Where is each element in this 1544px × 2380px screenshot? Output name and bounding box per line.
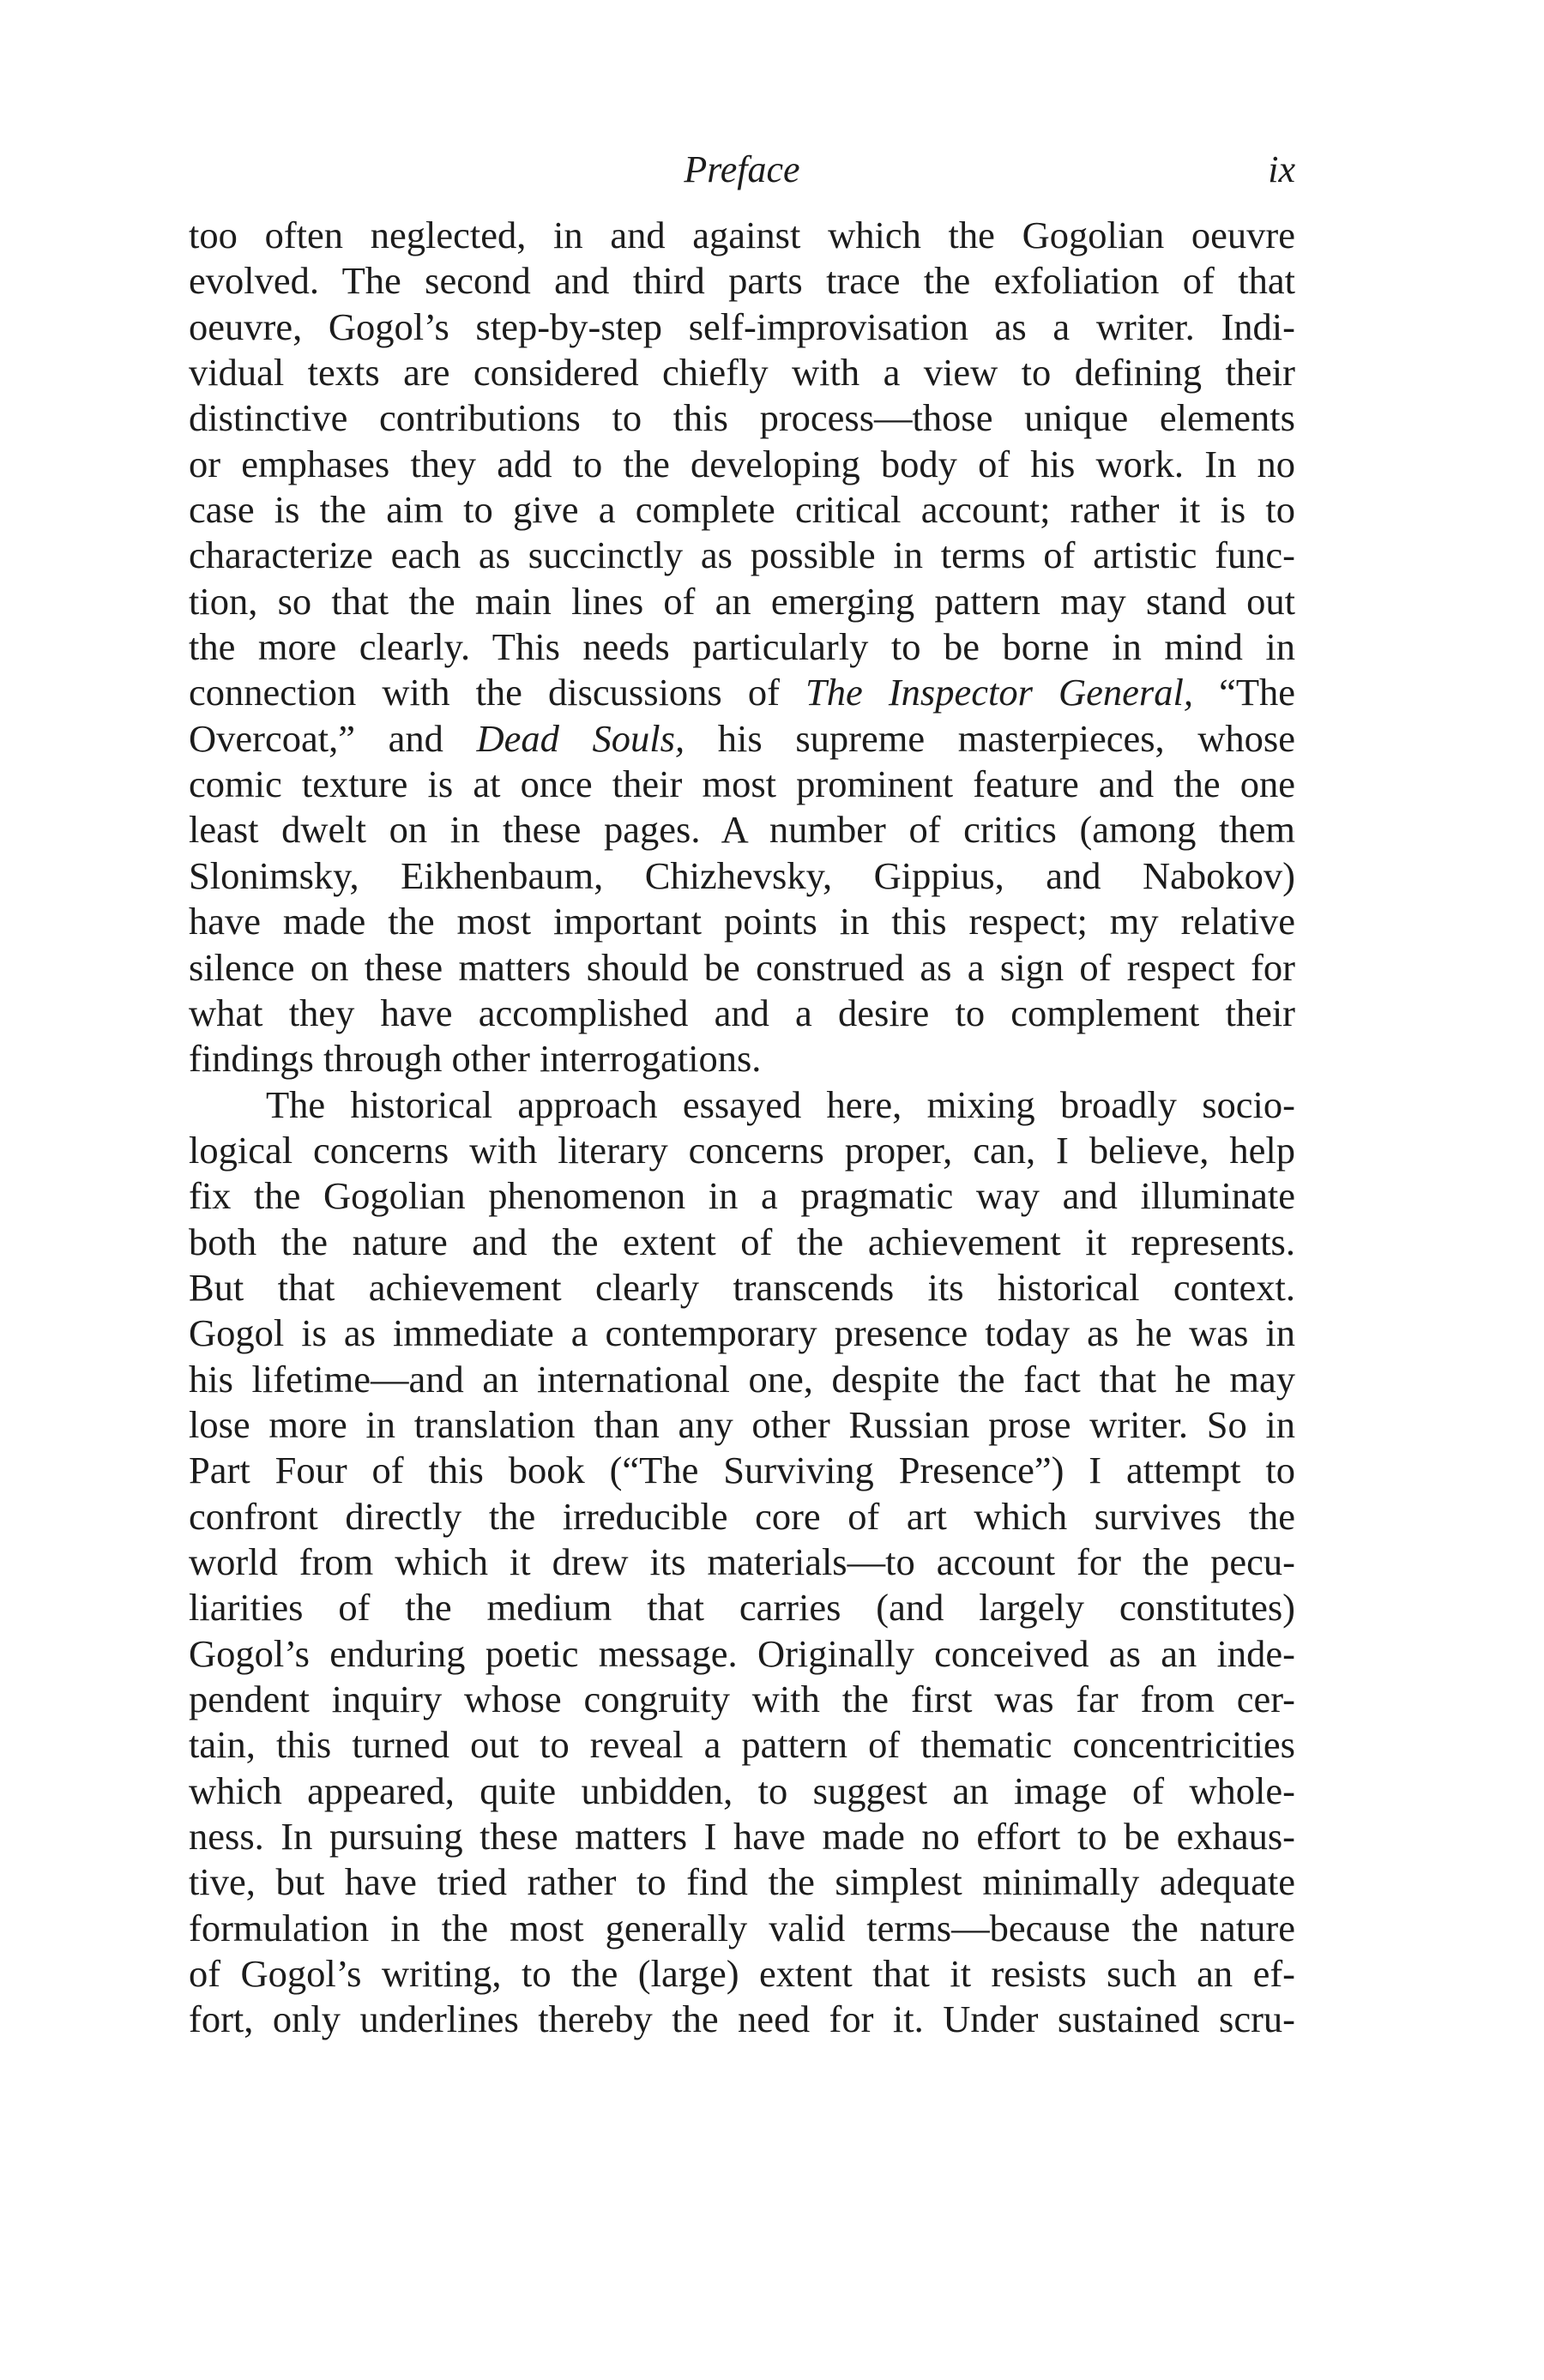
text-line: of Gogol’s writing, to the (large) extent that it resists such an ef- [189,1952,1295,1996]
body-text [189,213,1295,2043]
text-line: comic texture is at once their most prominent feature and the one [189,762,1295,806]
text-line: vidual texts are considered chiefly with a view to defining their [189,351,1295,395]
text-line: or emphases they add to the developing body of his work. In no [189,442,1295,485]
text-line: the more clearly. This needs particularly to be borne in mind in [189,625,1295,669]
italic-title: The Inspector General, [805,671,1193,714]
text-line: distinctive contributions to this process—those unique elements [189,396,1295,440]
text-line: But that achievement clearly transcends its historical context. [189,1265,1295,1309]
text-line: formulation in the most generally valid terms—because the nature [189,1906,1295,1949]
text-line: his lifetime—and an international one, despite the fact that he may [189,1357,1295,1401]
text-line: confront directly the irreducible core of art which survives the [189,1494,1295,1538]
text-line: tain, this turned out to reveal a pattern of thematic concentricities [189,1723,1295,1767]
text-line: Gogol’s enduring poetic message. Originally conceived as an inde- [189,1631,1295,1675]
text-line: tive, but have tried rather to find the simplest minimally adequate [189,1860,1295,1904]
text-line: tion, so that the main lines of an emerging pattern may stand out [189,579,1295,623]
text-line: fix the Gogolian phenomenon in a pragmatic way and illuminate [189,1174,1295,1218]
text-line: Gogol is as immediate a contemporary presence today as he was in [189,1311,1295,1355]
text-line: have made the most important points in this respect; my relative [189,900,1295,943]
text-line: lose more in translation than any other Russian prose writer. So in [189,1402,1295,1446]
text-line: world from which it drew its materials—to account for the pecu- [189,1539,1295,1583]
running-title: Preface [684,148,800,190]
text-run: connection with the discussions of [189,671,806,714]
text-line: Part Four of this book (“The Surviving Presence”) I attempt to [189,1449,1295,1492]
italic-title: Dead Souls, [476,716,685,760]
text-line: both the nature and the extent of the achievement it represents. [189,1220,1295,1263]
text-run: “The [1192,671,1295,714]
text-line [189,716,1295,762]
running-head [189,144,1295,196]
text-run: his supreme masterpieces, whose [685,716,1295,760]
text-line: ness. In pursuing these matters I have made no effort to be exhaus- [189,1815,1295,1859]
text-line: fort, only underlines thereby the need for it. Under sustained scru- [189,1997,1295,2041]
text-line: pendent inquiry whose congruity with the first was far from cer- [189,1678,1295,1720]
page-number: ix [1268,148,1295,190]
text-line: characterize each as succinctly as possible in terms of artistic func- [189,533,1295,577]
text-line: what they have accomplished and a desire to complement their [189,991,1295,1034]
text-line [189,670,1295,715]
text-line: case is the aim to give a complete critical account; rather it is to [189,488,1295,532]
text-line: least dwelt on in these pages. A number of critics (among them [189,808,1295,852]
text-line: which appeared, quite unbidden, to suggest an image of whole- [189,1768,1295,1812]
text-line: liarities of the medium that carries (and largely constitutes) [189,1586,1295,1630]
text-line: silence on these matters should be construed as a sign of respect for [189,945,1295,989]
text-line: findings through other interrogations. [189,1037,762,1081]
text-line: Slonimsky, Eikhenbaum, Chizhevsky, Gippius, and Nabokov) [189,853,1295,897]
text-run: Overcoat,” and [189,716,477,760]
text-line: logical concerns with literary concerns proper, can, I believe, help [189,1128,1295,1172]
text-line: oeuvre, Gogol’s step-by-step self-improvisation as a writer. Indi- [189,304,1295,348]
text-line: evolved. The second and third parts trace the exfoliation of that [189,259,1295,303]
text-line: too often neglected, in and against which the Gogolian oeuvre [189,214,1295,256]
text-line: The historical approach essayed here, mixing broadly socio- [266,1082,1295,1126]
